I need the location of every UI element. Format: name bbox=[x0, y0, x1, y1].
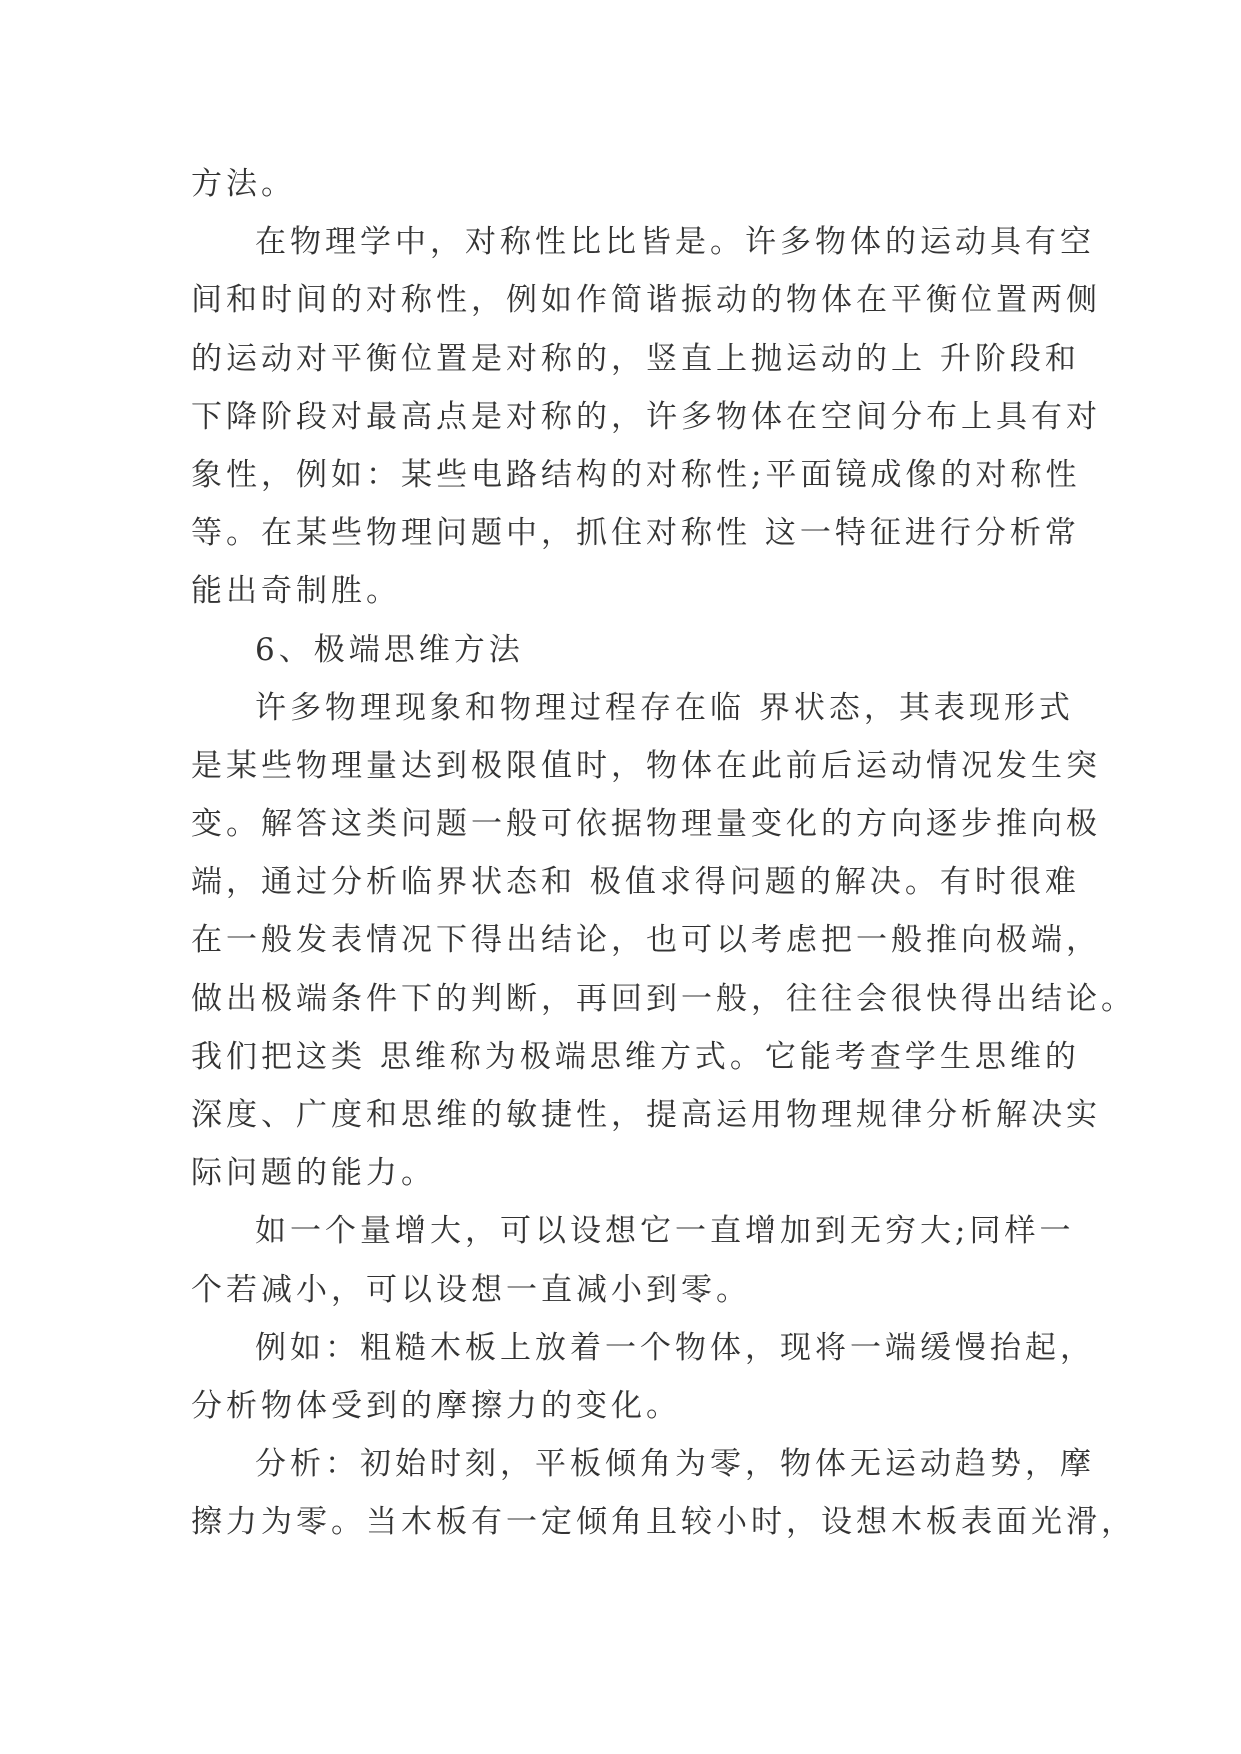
text-line: 如一个量增大，可以设想它一直增加到无穷大;同样一 bbox=[255, 1213, 1075, 1250]
text-line: 个若减小，可以设想一直减小到零。 bbox=[191, 1271, 751, 1308]
text-line: 例如：粗糙木板上放着一个物体，现将一端缓慢抬起， bbox=[255, 1329, 1095, 1366]
text-line: 在一般发表情况下得出结论，也可以考虑把一般推向极端， bbox=[191, 922, 1101, 959]
text-line: 擦力为零。当木板有一定倾角且较小时，设想木板表面光滑， bbox=[191, 1504, 1136, 1541]
text-line: 下降阶段对最高点是对称的，许多物体在空间分布上具有对 bbox=[191, 398, 1101, 435]
text-line: 能出奇制胜。 bbox=[191, 573, 401, 610]
text-line: 际问题的能力。 bbox=[191, 1155, 436, 1192]
text-line: 是某些物理量达到极限值时，物体在此前后运动情况发生突 bbox=[191, 747, 1101, 784]
text-line: 分析物体受到的摩擦力的变化。 bbox=[191, 1387, 681, 1424]
body-text bbox=[191, 155, 1136, 1552]
text-line: 许多物理现象和物理过程存在临 界状态，其表现形式 bbox=[255, 689, 1074, 726]
text-line: 象性，例如：某些电路结构的对称性;平面镜成像的对称性 bbox=[191, 456, 1081, 493]
text-line: 等。在某些物理问题中，抓住对称性 这一特征进行分析常 bbox=[191, 515, 1080, 552]
text-line: 方法。 bbox=[191, 166, 296, 202]
text-line: 的运动对平衡位置是对称的，竖直上抛运动的上 升阶段和 bbox=[191, 340, 1080, 377]
text-line: 做出极端条件下的判断，再回到一般，往往会很快得出结论。 bbox=[191, 980, 1136, 1017]
text-line: 间和时间的对称性，例如作简谐振动的物体在平衡位置两侧 bbox=[191, 282, 1101, 319]
text-line: 端，通过分析临界状态和 极值求得问题的解决。有时很难 bbox=[191, 864, 1080, 901]
text-line: 分析：初始时刻，平板倾角为零，物体无运动趋势，摩 bbox=[255, 1446, 1095, 1483]
section-heading: 6、极端思维方法 bbox=[255, 631, 524, 668]
text-line: 在物理学中，对称性比比皆是。许多物体的运动具有空 bbox=[255, 224, 1095, 261]
text-line: 我们把这类 思维称为极端思维方式。它能考查学生思维的 bbox=[191, 1038, 1080, 1075]
text-line: 深度、广度和思维的敏捷性，提高运用物理规律分析解决实 bbox=[191, 1097, 1101, 1133]
text-line: 变。解答这类问题一般可依据物理量变化的方向逐步推向极 bbox=[191, 806, 1101, 843]
